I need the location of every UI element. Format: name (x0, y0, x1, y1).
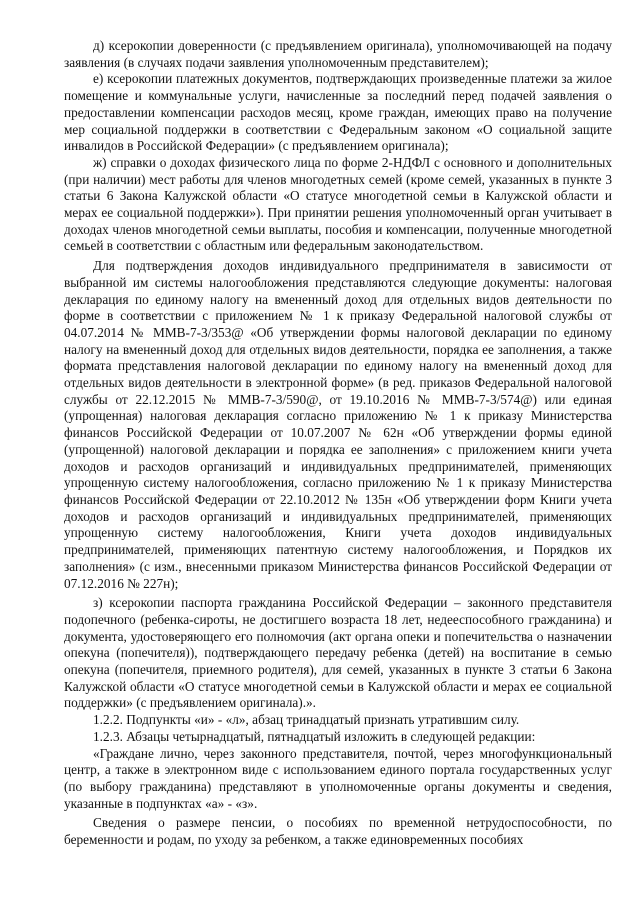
item-d-paragraph: д) ксерокопии доверенности (с предъявлением оригинала), уполномочивающей на подачу заявления (в случаях подачи заявления уполномоченным представителем); (64, 38, 612, 70)
item-zh-paragraph: ж) справки о доходах физического лица по форме 2-НДФЛ с основного и дополнительных (при наличии) мест работы для членов многодетных семей (кроме семей, указанных в пункте 3 статьи 6 Закона Калужской области «О статусе многодетной семьи в Калужской области и мерах ее социальной поддержки»). При принятии решения уполномоченный орган учитывает в доходах членов многодетной семьи выплаты, пособия и компенсации, полученные многодетной семьей в соответствии с областным или федеральным законодательством. (64, 154, 612, 254)
entrepreneur-income-paragraph: Для подтверждения доходов индивидуального предпринимателя в зависимости от выбранной им системы налогообложения представляются следующие документы: налоговая декларация по единому налогу на вмененный доход для отдельных видов деятельности по форме в соответствии с приложением № 1 к приказу Федеральной налоговой службы от 04.07.2014 № ММВ-7-3/353@ «Об утверждении формы налоговой декларации по единому налогу на вмененный доход для отдельных видов деятельности, порядка ее заполнения, а также формата представления налоговой декларации по единому налогу на вмененный доход для отдельных видов деятельности в электронной форме» (в ред. приказов Федеральной налоговой службы от 22.12.2015 № ММВ-7-3/590@, от 19.10.2016 № ММВ-7-3/574@) или единая (упрощенная) налоговая декларация согласно приложению № 1 к приказу Министерства финансов Российской Федерации от 10.07.2007 № 62н «Об утверждении формы единой (упрощенной) налоговой декларации и порядка ее заполнения» с приложением книги учета доходов и расходов организаций и индивидуальных предпринимателей, применяющих упрощенную систему налогообложения, согласно приложению № 1 к приказу Министерства финансов Российской Федерации от 22.10.2012 № 135н «Об утверждении форм Книги учета доходов и расходов организаций и индивидуальных предпринимателей, применяющих упрощенную систему налогообложения, Книги учета доходов индивидуальных предпринимателей, применяющих патентную систему налогообложения, и Порядков их заполнения» (с изм., внесенными приказом Министерства финансов Российской Федерации от 07.12.2016 № 227н); (64, 258, 612, 591)
item-e-paragraph: е) ксерокопии платежных документов, подтверждающих произведенные платежи за жилое помещение и коммунальные услуги, начисленные за последний перед подачей заявления о предоставлении компенсации расходов месяц, кроме граждан, имеющих право на получение мер социальной поддержки в соответствии с Федеральным законом «О социальной защите инвалидов в Российской Федерации» (с предъявлением оригинала); (64, 71, 612, 154)
document-page (64, 38, 612, 849)
clause-1-2-2-paragraph: 1.2.2. Подпункты «и» - «л», абзац тринадцатый признать утратившим силу. (93, 712, 520, 728)
pension-info-paragraph: Сведения о размере пенсии, о пособиях по временной нетрудоспособности, по беременности и родам, по уходу за ребенком, а также единовременных пособиях (64, 815, 612, 848)
item-z-paragraph: з) ксерокопии паспорта гражданина Российской Федерации – законного представителя подопечного (ребенка-сироты, не достигшего возраста 18 лет, недееспособного гражданина) и документа, удостоверяющего его полномочия (акт органа опеки и попечительства о назначении опекуна (попечителя)), подтверждающего передачу ребенка (детей) на воспитание в семью опекуна (попечителя, приемного родителя), для семей, указанных в пункте 3 статьи 6 Закона Калужской области «О статусе многодетной семьи в Калужской области и мерах ее социальной поддержки» (с предъявлением оригинала).». (64, 595, 612, 711)
clause-1-2-3-paragraph: 1.2.3. Абзацы четырнадцатый, пятнадцатый изложить в следующей редакции: (93, 728, 536, 744)
citizens-submission-paragraph: «Граждане лично, через законного представителя, почтой, через многофункциональный центр, а также в электронном виде с использованием единого портала государственных услуг (по выбору гражданина) представляют в уполномоченные органы документы и сведения, указанные в подпунктах «а» - «з». (64, 745, 612, 811)
